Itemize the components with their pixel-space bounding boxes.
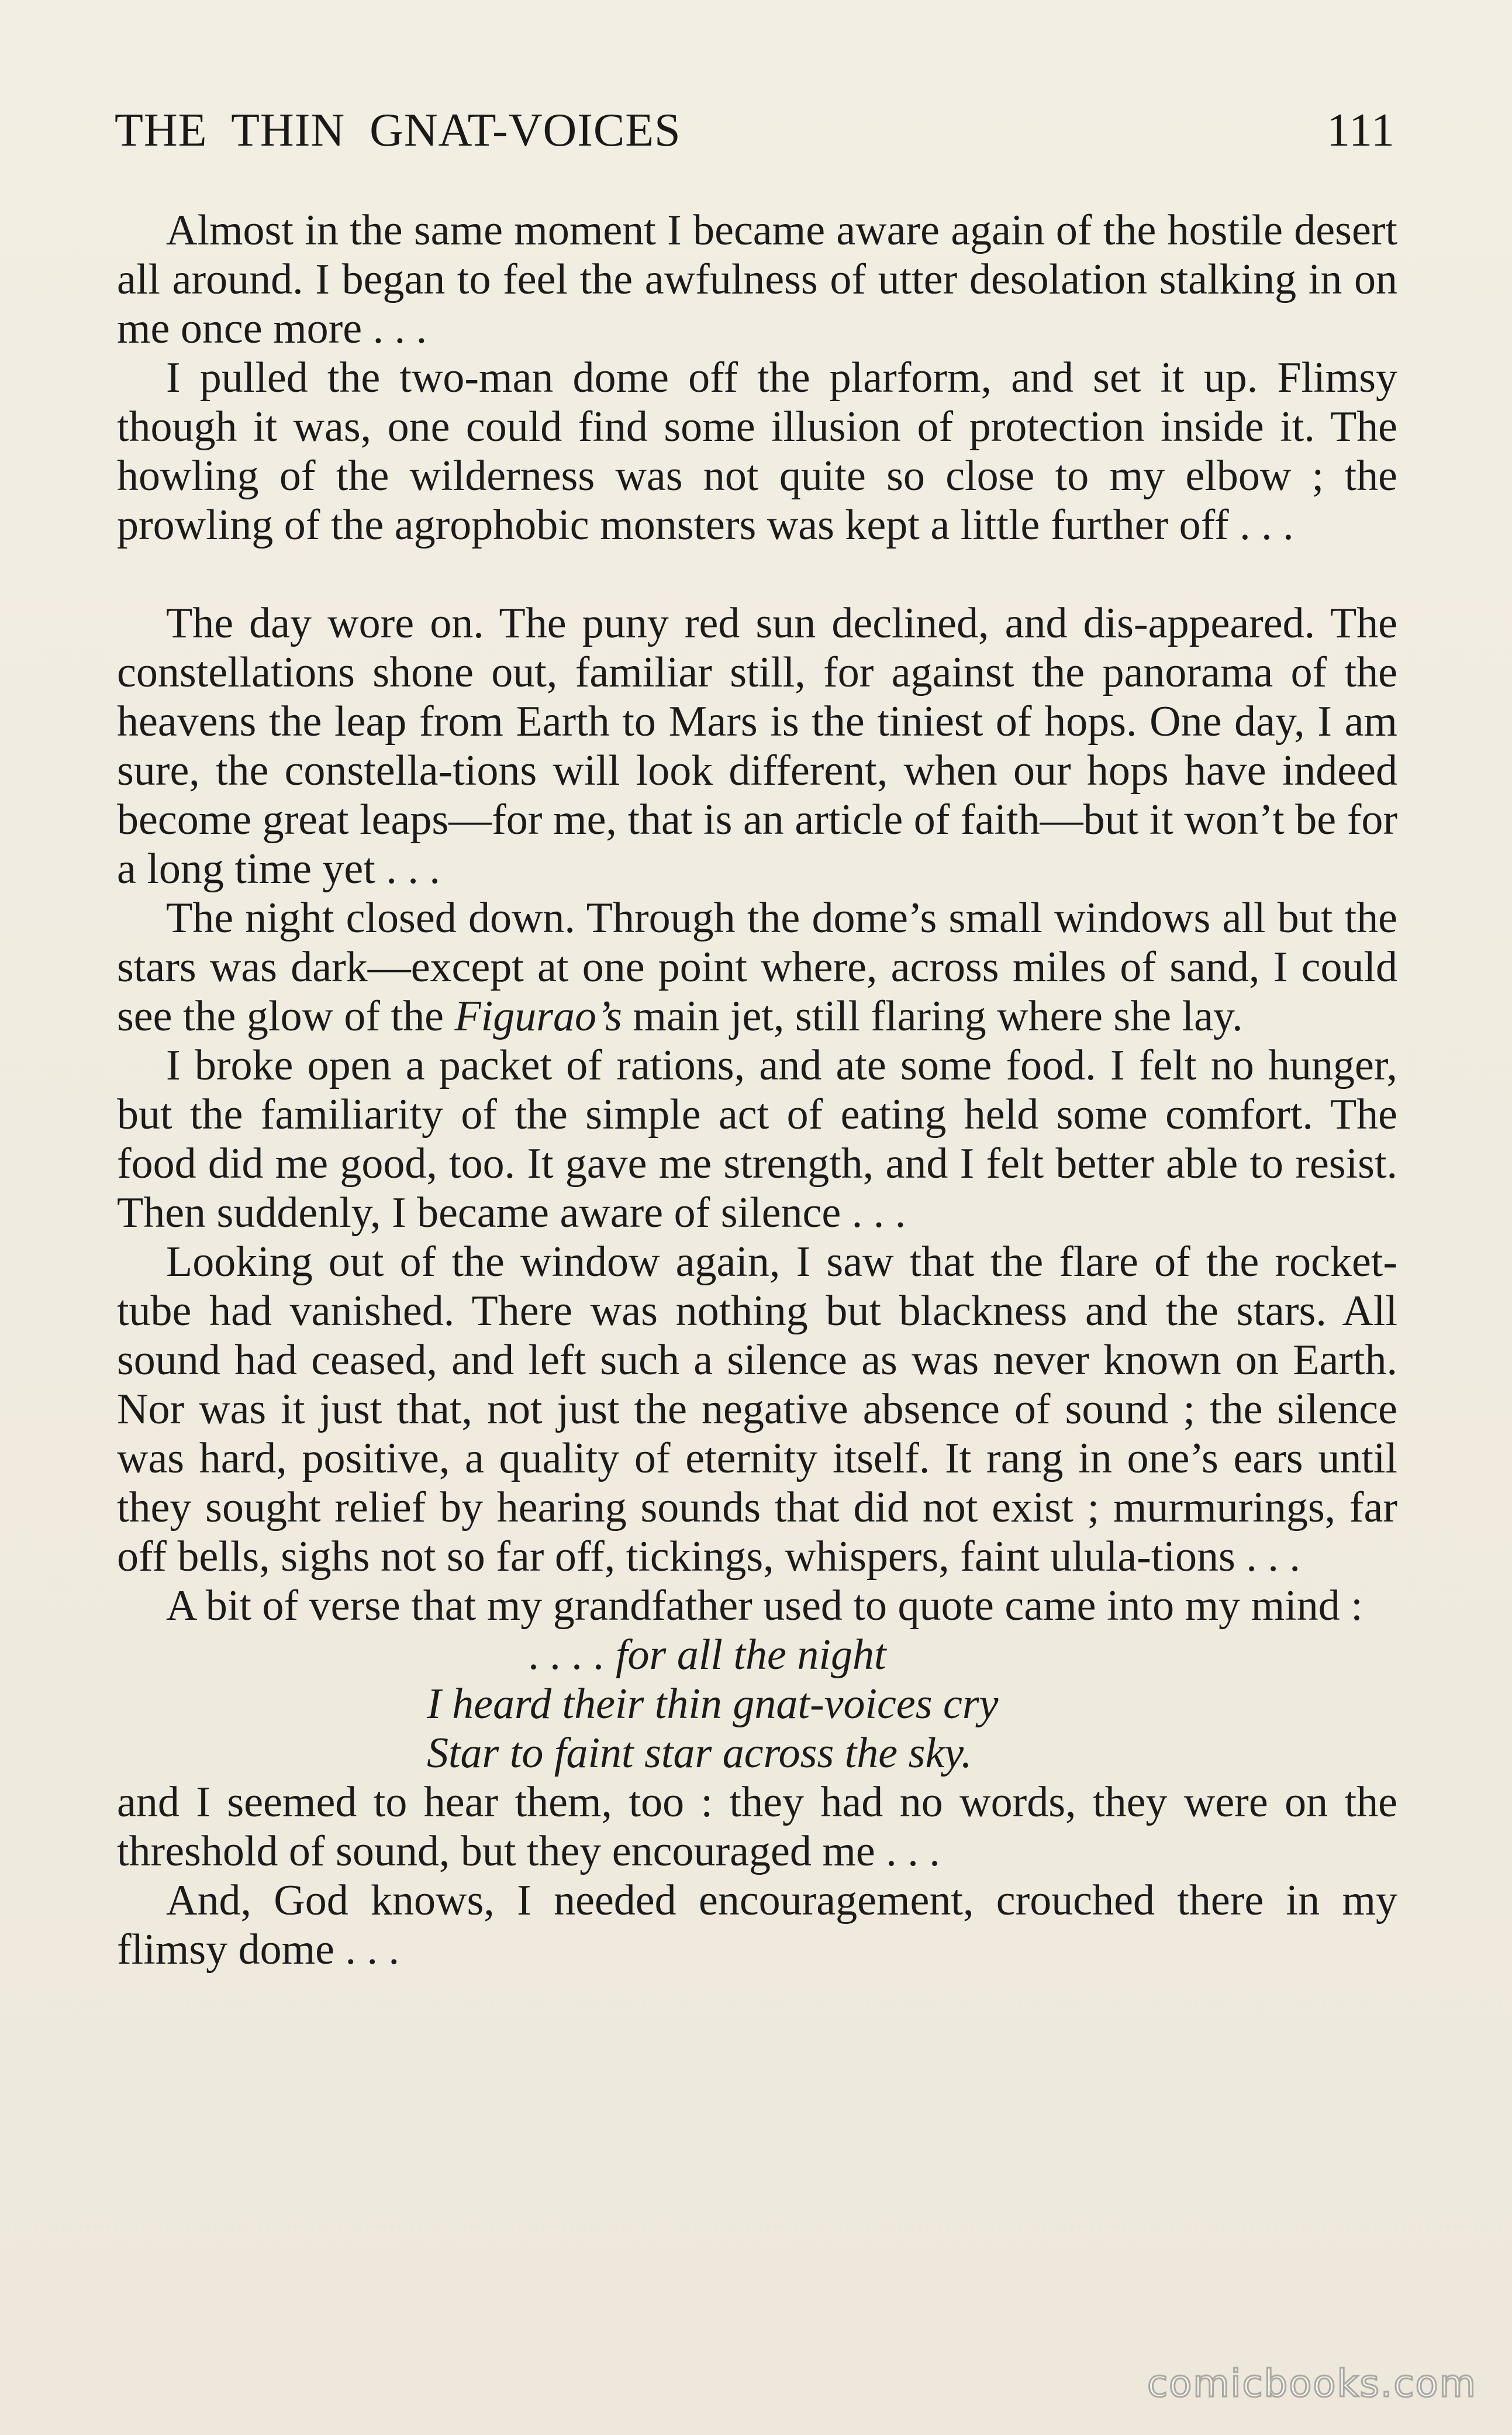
- paragraph: [117, 894, 1397, 1041]
- paragraph: I broke open a packet of rations, and ate some food. I felt no hunger, but the familiarity of the simple act of eating held some comfort. The food did me good, too. It gave me strength, and I felt better able to resist. Then suddenly, I became aware of silence . . .: [117, 1041, 1397, 1237]
- paragraph: A bit of verse that my grandfather used to quote came into my mind :: [166, 1582, 1363, 1630]
- paragraph: I pulled the two-man dome off the plarform, and set it up. Flimsy though it was, one could find some illusion of protection inside it. The howling of the wilderness was not quite so close to my elbow ; the prowling of the agrophobic monsters was kept a little further off . . .: [117, 354, 1397, 549]
- verse-line: Star to faint star across the sky.: [427, 1729, 972, 1777]
- paragraph: Looking out of the window again, I saw that the flare of the rocket-tube had vanished. There was nothing but blackness and the stars. All sound had ceased, and left such a silence as was never known on Earth. Nor was it just that, not just the negative absence of sound ; the silence was hard, positive, a quality of eternity itself. It rang in one’s ears until they sought relief by hearing sounds that did not exist ; murmurings, far off bells, sighs not so far off, tickings, whispers, faint ulula-tions . . .: [117, 1238, 1397, 1581]
- watermark: comicbooks.com: [1147, 2362, 1477, 2406]
- page-number: 111: [1326, 105, 1395, 156]
- paragraph: The day wore on. The puny red sun declined, and dis-appeared. The constellations shone out, familiar still, for against the panorama of the heavens the leap from Earth to Mars is the tiniest of hops. One day, I am sure, the constella-tions will look different, when our hops have indeed become great leaps—for me, that is an article of faith—but it won’t be for a long time yet . . .: [117, 599, 1397, 893]
- paragraph-text: The night closed down. Through the dome’s small windows all but the stars was dark—except at one point where, across miles of sand, I could see the glow of the: [117, 894, 1397, 1040]
- paragraph-text: main jet, still flaring where she lay.: [622, 992, 1243, 1040]
- verse-line: . . . . for all the night: [529, 1631, 886, 1679]
- page-header: [115, 104, 1395, 163]
- running-title: THE THIN GNAT-VOICES: [115, 105, 681, 156]
- page-body: [117, 206, 1397, 1974]
- verse-line: I heard their thin gnat-voices cry: [427, 1680, 999, 1728]
- paragraph: And, God knows, I needed encouragement, crouched there in my flimsy dome . . .: [117, 1877, 1397, 1974]
- ship-name: Figurao’s: [454, 992, 622, 1040]
- paragraph-continuation: and I seemed to hear them, too : they had no words, they were on the threshold of sound, but they encouraged me . . .: [117, 1778, 1397, 1875]
- paragraph: Almost in the same moment I became aware again of the hostile desert all around. I began to feel the awfulness of utter desolation stalking in on me once more . . .: [117, 206, 1397, 353]
- verse-quote: [117, 1630, 1397, 1778]
